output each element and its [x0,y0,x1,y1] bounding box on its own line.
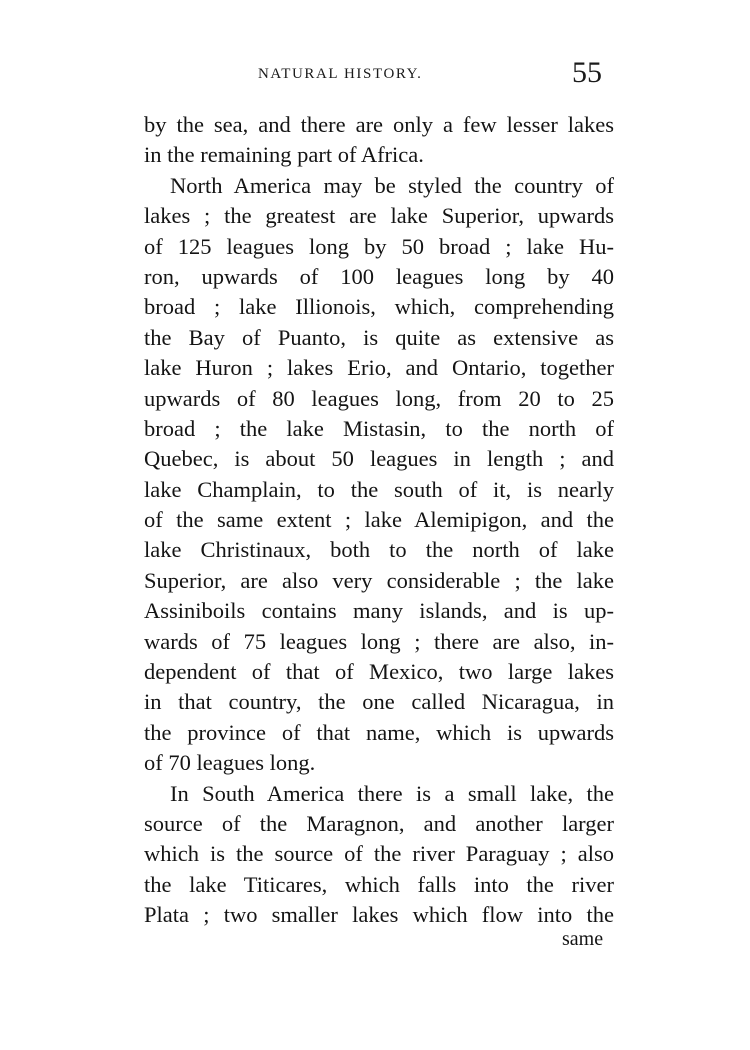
page-number: 55 [572,56,602,89]
text-line: the province of that name, which is upwards [144,719,614,745]
text-line: broad ; lake Illionois, which, comprehending [144,294,614,320]
text-line: in that country, the one called Nicaragua, in [144,689,614,715]
text-line: Quebec, is about 50 leagues in length ; and [144,446,614,472]
text-line: of the same extent ; lake Alemipigon, and the [144,507,614,533]
text-line: the Bay of Puanto, is quite as extensive as [144,324,614,350]
text-line: broad ; the lake Mistasin, to the north of [144,415,614,441]
running-title: NATURAL HISTORY. [258,66,423,82]
text-line: North America may be styled the country of [170,172,614,198]
text-line: Assiniboils contains many islands, and is up- [144,598,614,624]
text-line: of 125 leagues long by 50 broad ; lake Hu- [144,233,614,259]
catchword: same [562,928,604,950]
text-line: dependent of that of Mexico, two large lakes [144,659,614,685]
text-line: In South America there is a small lake, the [170,780,614,806]
text-line: lake Christinaux, both to the north of lake [144,537,614,563]
text-line: which is the source of the river Paraguay ; also [144,841,614,867]
text-line: wards of 75 leagues long ; there are also, in- [144,628,614,654]
text-line: by the sea, and there are only a few lesser lakes [144,112,614,137]
body-text [144,110,614,931]
text-line: in the remaining part of Africa. [144,142,424,168]
text-line: lake Huron ; lakes Erio, and Ontario, together [144,355,614,381]
text-line: lake Champlain, to the south of it, is nearly [144,476,614,502]
text-line: of 70 leagues long. [144,750,316,776]
text-line: Plata ; two smaller lakes which flow into the [144,902,614,928]
text-line: lakes ; the greatest are lake Superior, upwards [144,203,614,229]
text-line: source of the Maragnon, and another larger [144,810,614,836]
text-line: Superior, are also very considerable ; the lake [144,567,614,593]
text-line: the lake Titicares, which falls into the river [144,871,614,897]
text-line: upwards of 80 leagues long, from 20 to 25 [144,385,614,411]
text-line: ron, upwards of 100 leagues long by 40 [144,263,614,289]
